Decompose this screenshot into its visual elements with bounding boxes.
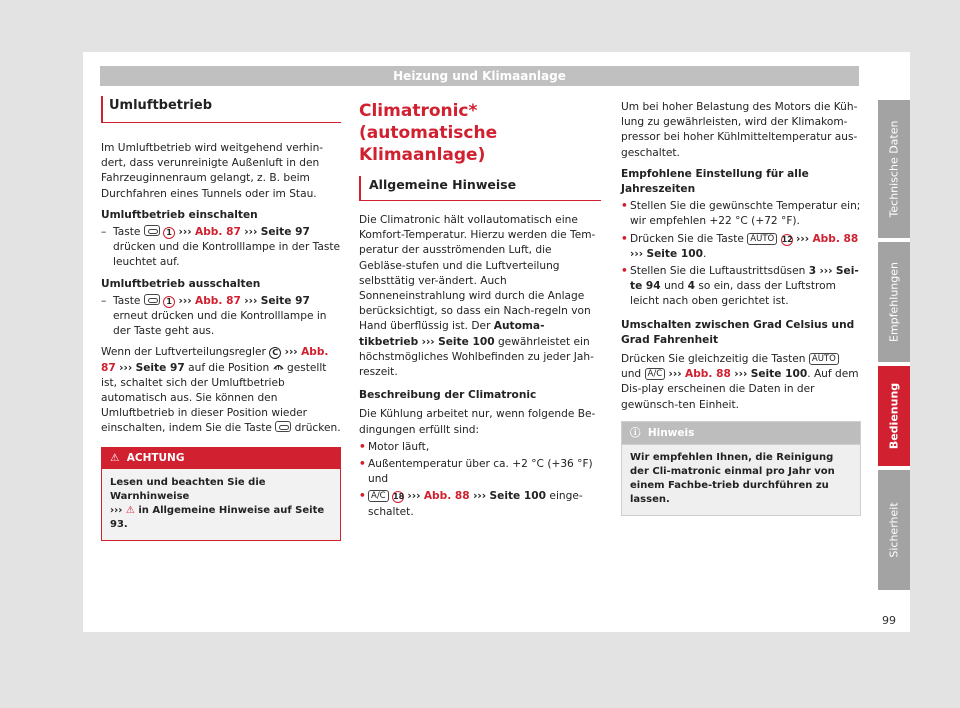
para-text: drücken. — [294, 422, 341, 435]
page-link[interactable]: Seite 100 — [438, 335, 495, 348]
distribution-paragraph — [101, 345, 341, 436]
page-link[interactable]: Seite 97 — [260, 226, 310, 239]
recirculation-key-icon — [144, 225, 160, 236]
description-text: Die Kühlung arbeitet nur, wenn folgende Be-dingungen erfüllt sind: — [359, 408, 596, 436]
page-link[interactable]: Seite 100 — [750, 368, 808, 381]
ac-key: A/C — [645, 368, 666, 380]
arrow-glyph: ››› — [244, 294, 258, 307]
off-step — [101, 294, 341, 340]
chapter-header: Heizung und Klimaanlage — [100, 66, 859, 86]
switch-heading: Umschalten zwischen Grad Celsius und Grad Fahrenheit — [621, 318, 855, 346]
para-text: gestellt ist, schaltet sich der Umluftbetrieb automatisch aus. Sie können den Umluftbetrieb in dieser Position wieder einschalten, indem Sie die Taste — [101, 361, 327, 435]
tab-technische-daten[interactable] — [878, 100, 910, 238]
intro-paragraph: Im Umluftbetrieb wird weitgehend verhin-dert, dass verunreinigte Außenluft in den Fahrzeuginnenraum gelangt, z. B. beim Durchfahren eines Tunnels oder im Stau. — [101, 142, 324, 200]
arrow-glyph: ››› — [668, 368, 682, 381]
auto-key: AUTO — [809, 353, 839, 365]
automatik-term: Automa-tikbetrieb — [359, 320, 545, 348]
column-right — [621, 100, 861, 516]
hint-box — [621, 421, 861, 516]
arrow-glyph: ››› — [407, 490, 421, 503]
arrow-glyph: ››› — [473, 490, 487, 503]
switch-text: Drücken Sie gleichzeitig die Tasten — [621, 353, 806, 366]
arrow-glyph: ››› — [178, 294, 192, 307]
bullet-marker: • — [359, 490, 366, 503]
arrow-glyph: ››› — [178, 226, 192, 239]
warning-text: Lesen und beachten Sie die Warnhinweise — [110, 476, 266, 502]
para-text: Wenn der Luftverteilungsregler — [101, 346, 266, 359]
figure-link[interactable]: Abb. 87 — [195, 226, 241, 239]
tab-empfehlungen[interactable] — [878, 242, 910, 362]
warning-body — [102, 469, 340, 540]
column-middle — [359, 100, 601, 522]
cooling-paragraph: Um bei hoher Belastung des Motors die Küh-lung zu gewährleisten, wird der Klimakom-pressor bei hoher Kühlmitteltemperatur aus-geschaltet. — [621, 101, 858, 159]
switch-text: . Auf dem Dis-play erscheinen die Daten in der gewünsch-ten Einheit. — [621, 368, 859, 411]
arrow-glyph: ››› — [795, 232, 810, 245]
warning-box — [101, 447, 341, 541]
hint-text: Wir empfehlen Ihnen, die Reinigung der Cli-matronic einmal pro Jahr von einem Fachbe-trieb durchführen zu lassen. — [630, 451, 835, 505]
tab-sicherheit[interactable] — [878, 470, 910, 590]
warning-triangle-icon: ⚠ — [110, 451, 120, 464]
step-post: drücken und die Kontrolllampe in der Taste leuchtet auf. — [113, 241, 341, 269]
page-number: 99 — [882, 614, 896, 627]
condition-text: einge-schaltet. — [368, 490, 583, 518]
dash-marker: – — [101, 226, 107, 239]
arrow-glyph: ››› — [284, 346, 298, 359]
info-icon: ⓘ — [630, 426, 641, 439]
column-left — [101, 96, 341, 541]
off-heading: Umluftbetrieb ausschalten — [101, 277, 261, 290]
windshield-vent-icon — [273, 362, 287, 374]
recirculation-key-icon — [144, 294, 160, 305]
warning-triangle-icon: ⚠ — [125, 504, 135, 516]
para-text: auf die Position — [188, 361, 270, 374]
tab-bedienung[interactable] — [878, 366, 910, 466]
callout-number: 12 — [781, 234, 793, 244]
condition-text: Außentemperatur über ca. +2 °C (+36 °F) und — [368, 458, 593, 486]
tab-label: Bedienung — [887, 382, 901, 450]
ac-key: A/C — [368, 490, 389, 502]
page-link[interactable]: Sei-te 94 — [630, 265, 859, 293]
arrow-glyph: ››› — [421, 335, 435, 348]
warning-label: ACHTUNG — [126, 451, 185, 464]
recirculation-key-icon — [275, 421, 291, 432]
recommend-text: Stellen Sie die gewünschte Temperatur ein; wir empfehlen +22 °C (+72 °F). — [630, 200, 861, 228]
arrow-glyph: ››› — [819, 265, 833, 278]
recommended-heading: Empfohlene Einstellung für alle Jahreszeiten — [621, 167, 809, 196]
recommend-text: Stellen Sie die Luftaustrittsdüsen — [630, 265, 806, 278]
recommend-text: so ein, dass der Luftstrom leicht nach oben gerichtet ist. — [630, 280, 836, 308]
tab-label: Empfehlungen — [887, 262, 901, 342]
figure-link[interactable]: Abb. 88 — [812, 232, 859, 245]
condition-item — [359, 489, 601, 519]
vent-number: 4 — [687, 280, 695, 293]
bullet-marker: • — [621, 265, 628, 278]
tab-label: Sicherheit — [887, 502, 901, 558]
bullet-marker: • — [359, 458, 366, 471]
figure-link[interactable]: Abb. 88 — [423, 490, 470, 503]
warning-link-text[interactable]: in Allgemeine Hinweise auf Seite 93. — [110, 504, 325, 530]
vent-number: 3 — [808, 265, 817, 278]
section-title: Umluftbetrieb — [101, 96, 341, 123]
switch-text: und — [621, 368, 642, 381]
arrow-glyph: ››› — [244, 226, 258, 239]
description-heading: Beschreibung der Climatronic — [359, 389, 537, 402]
recommend-item — [621, 199, 861, 229]
condition-item — [359, 457, 601, 487]
para-text: gewährleistet ein höchstmögliches Wohlbefinden zu jeder Jah-reszeit. — [359, 335, 594, 379]
condition-text: Motor läuft, — [368, 440, 430, 453]
recommend-item — [621, 264, 861, 310]
dash-marker: – — [101, 294, 107, 307]
figure-link[interactable]: Abb. 88 — [685, 368, 731, 381]
subsection-title: Allgemeine Hinweise — [359, 176, 601, 201]
callout-number: 18 — [393, 492, 405, 502]
arrow-glyph: ››› — [119, 361, 133, 374]
tab-label: Technische Daten — [887, 120, 901, 218]
page-link[interactable]: Seite 100 — [489, 490, 547, 503]
callout-number: 1 — [163, 227, 175, 239]
page-title: Climatronic* (automatische Klimaanlage) — [359, 101, 498, 165]
step-pre: Taste — [113, 226, 141, 239]
para-text: Die Climatronic hält vollautomatisch eine Komfort-Temperatur. Hierzu werden die Tem-peratur der ausströmenden Luft, die Gebläse-stufen und die Luftverteilung selbsttätig ver-ändert. Auch Sonneneinstrahlung wird durch die Anlage berücksichtigt, so dass ein Nach-regeln von Hand überflüssig ist. Der — [359, 214, 596, 333]
callout-number: 1 — [163, 296, 175, 308]
step-pre: Taste — [113, 294, 141, 307]
hint-header — [622, 422, 860, 445]
arrow-glyph: ››› — [734, 368, 748, 381]
step-post: erneut drücken und die Kontrolllampe in der Taste geht aus. — [113, 310, 327, 338]
climatronic-paragraph — [359, 213, 601, 380]
recommend-text: Drücken Sie die Taste — [630, 232, 744, 245]
page-link[interactable]: Seite 97 — [135, 361, 185, 374]
callout-letter: C — [269, 347, 281, 359]
arrow-glyph: ››› — [630, 247, 644, 260]
figure-link[interactable]: Abb. 87 — [195, 294, 241, 307]
arrow-glyph: ››› — [110, 504, 123, 516]
bullet-marker: • — [621, 232, 628, 245]
page-link[interactable]: Seite 100 — [646, 247, 703, 260]
punctuation: . — [702, 247, 707, 260]
on-heading: Umluftbetrieb einschalten — [101, 208, 258, 221]
on-step — [101, 225, 341, 271]
page-link[interactable]: Seite 97 — [260, 294, 310, 307]
bullet-marker: • — [621, 200, 628, 213]
warning-header — [102, 447, 340, 469]
recommend-item — [621, 232, 861, 262]
recommend-text: und — [664, 280, 685, 293]
hint-label: Hinweis — [647, 426, 695, 439]
condition-item — [359, 440, 601, 455]
auto-key: AUTO — [747, 233, 777, 245]
bullet-marker: • — [359, 440, 366, 453]
switch-paragraph — [621, 352, 861, 413]
figure-link[interactable]: Abb. 87 — [101, 346, 329, 374]
